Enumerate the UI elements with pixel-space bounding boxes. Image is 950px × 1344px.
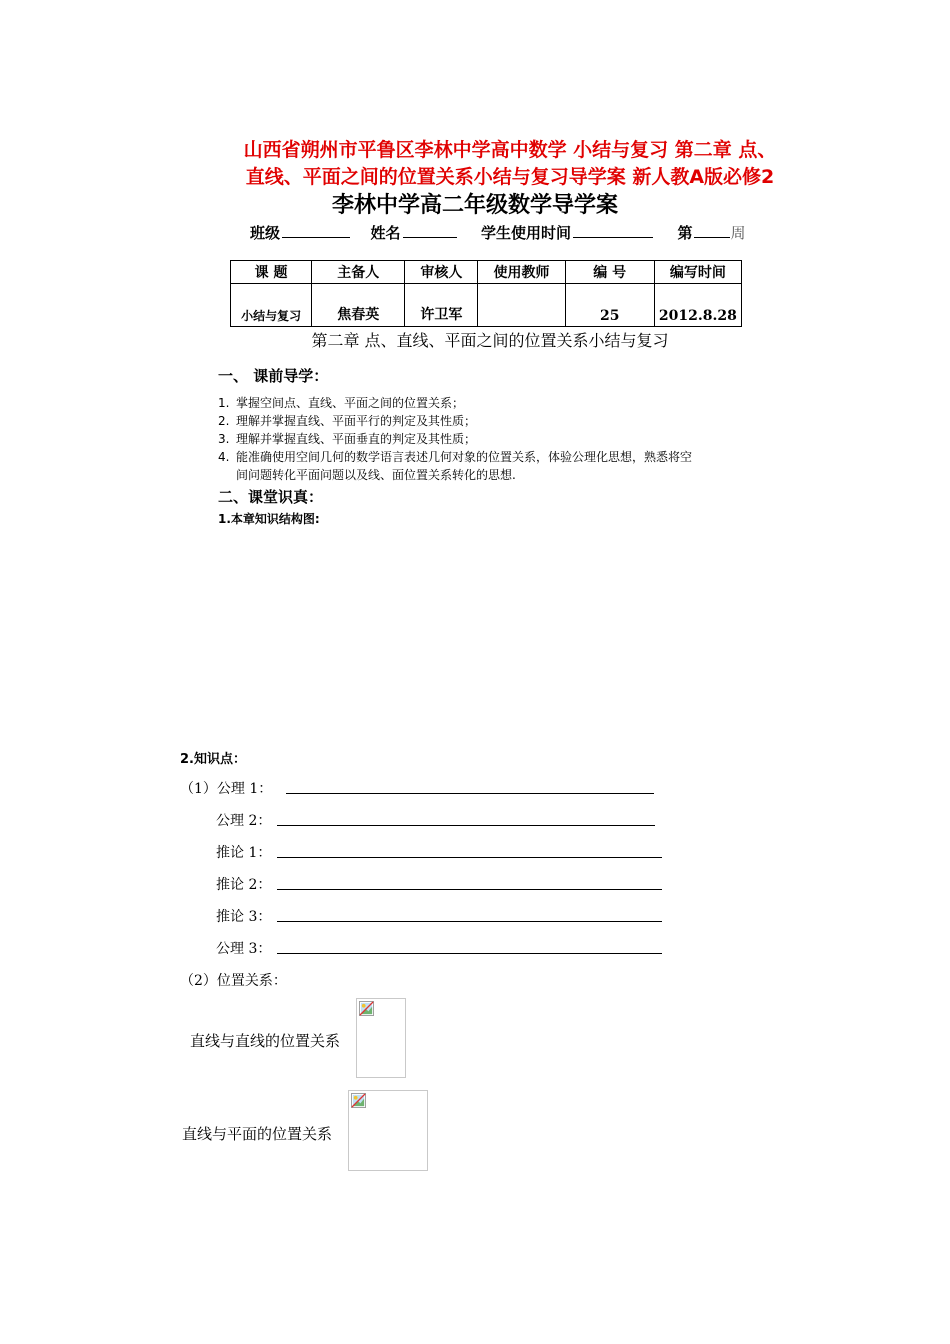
header-preparer: 主备人 bbox=[312, 261, 405, 284]
corollary-2-blank[interactable] bbox=[277, 889, 662, 890]
title-line-2: 直线、平面之间的位置关系小结与复习导学案 新人教A版必修2 bbox=[245, 166, 775, 188]
axiom-3-blank[interactable] bbox=[277, 953, 662, 954]
line-line-relation-label: 直线与直线的位置关系 bbox=[190, 1032, 341, 1050]
week-prefix: 第 bbox=[677, 224, 693, 242]
header-number: 编 号 bbox=[565, 261, 654, 284]
section-2-heading: 二、课堂识真： bbox=[218, 488, 324, 506]
value-date: 2012.8.28 bbox=[654, 284, 741, 327]
objective-item-2: 2. 理解并掌握直线、平面平行的判定及其性质； bbox=[218, 414, 477, 428]
header-reviewer: 审核人 bbox=[405, 261, 478, 284]
corollary-1-blank[interactable] bbox=[277, 857, 662, 858]
week-suffix: 周 bbox=[730, 224, 746, 242]
value-reviewer: 许卫军 bbox=[405, 284, 478, 327]
objective-item-3: 3. 理解并掌握直线、平面垂直的判定及其性质； bbox=[218, 432, 477, 446]
broken-image-icon bbox=[359, 1001, 374, 1016]
lesson-meta-table bbox=[230, 260, 742, 327]
name-field[interactable] bbox=[403, 223, 457, 238]
value-teacher bbox=[478, 284, 565, 327]
axiom-2-blank[interactable] bbox=[277, 825, 655, 826]
objective-item-4-continued: 间问题转化平面问题以及线、面位置关系转化的思想. bbox=[236, 468, 516, 482]
line-plane-relation-label: 直线与平面的位置关系 bbox=[182, 1125, 333, 1143]
document-title bbox=[170, 137, 850, 191]
axiom-1-blank[interactable] bbox=[286, 793, 654, 794]
corollary-1-label: 推论 1： bbox=[216, 845, 272, 861]
objective-item-4: 4. 能准确使用空间几何的数学语言表述几何对象的位置关系，体验公理化思想，熟悉将空 bbox=[218, 450, 693, 464]
header-teacher: 使用教师 bbox=[478, 261, 565, 284]
axiom-3-label: 公理 3： bbox=[216, 941, 272, 957]
page-heading: 李林中学高二年级数学导学案 bbox=[331, 192, 618, 218]
broken-image-icon bbox=[351, 1093, 366, 1108]
line-plane-diagram-placeholder bbox=[348, 1090, 428, 1171]
value-topic: 小结与复习 bbox=[231, 284, 312, 327]
value-number: 25 bbox=[565, 284, 654, 327]
value-preparer: 焦春英 bbox=[312, 284, 405, 327]
section-1-heading: 一、 课前导学： bbox=[218, 367, 329, 385]
objective-item-1: 1. 掌握空间点、直线、平面之间的位置关系； bbox=[218, 396, 465, 410]
knowledge-points-label: 2.知识点： bbox=[180, 752, 246, 767]
corollary-3-blank[interactable] bbox=[277, 921, 662, 922]
name-label: 姓名 bbox=[370, 224, 401, 242]
axiom-1-row: （1）公理 1： bbox=[180, 781, 273, 797]
line-line-diagram-placeholder bbox=[356, 998, 406, 1078]
header-topic: 课 题 bbox=[231, 261, 312, 284]
student-info-line bbox=[250, 222, 745, 243]
axiom-2-label: 公理 2： bbox=[216, 813, 272, 829]
time-field[interactable] bbox=[573, 223, 653, 238]
chapter-title: 第二章 点、直线、平面之间的位置关系小结与复习 bbox=[311, 331, 669, 350]
positional-relations-label: （2）位置关系： bbox=[180, 973, 287, 989]
table-header-row bbox=[231, 261, 742, 284]
time-label: 学生使用时间 bbox=[480, 224, 571, 242]
corollary-2-label: 推论 2： bbox=[216, 877, 272, 893]
class-field[interactable] bbox=[282, 223, 350, 238]
header-date: 编写时间 bbox=[654, 261, 741, 284]
title-line-1: 山西省朔州市平鲁区李林中学高中数学 小结与复习 第二章 点、 bbox=[243, 139, 777, 161]
week-field[interactable] bbox=[694, 223, 730, 238]
class-label: 班级 bbox=[250, 224, 281, 242]
corollary-3-label: 推论 3： bbox=[216, 909, 272, 925]
table-value-row bbox=[231, 284, 742, 327]
structure-diagram-label: 1.本章知识结构图: bbox=[218, 512, 320, 526]
